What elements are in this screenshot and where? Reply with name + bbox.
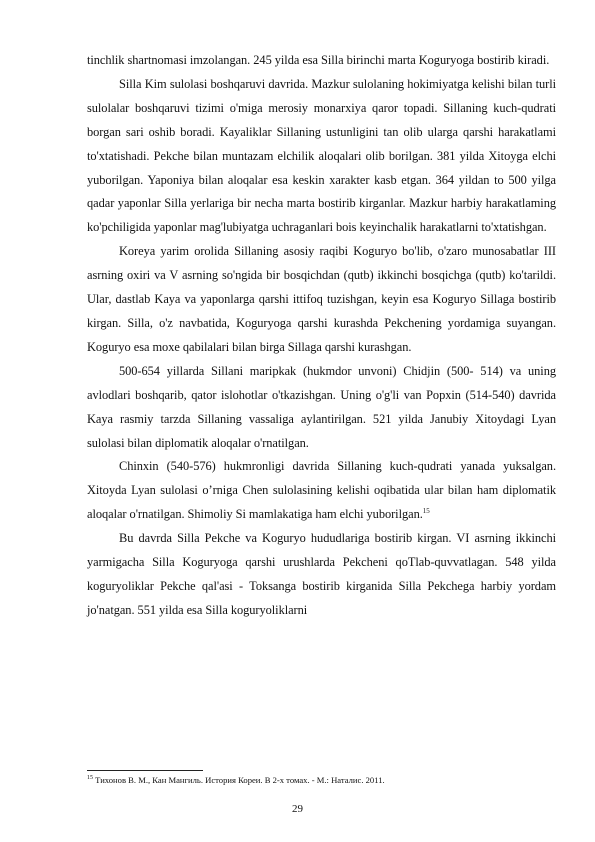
paragraph: tinchlik shartnomasi imzolangan. 245 yilda esa Silla birinchi marta Koguryoga bostirib kiradi. [87, 53, 550, 67]
paragraph-with-footnote [87, 455, 556, 527]
paragraph: Silla Kim sulolasi boshqaruvi davrida. Mazkur sulolaning hokimiyatga kelishi bilan turli sulolalar boshqaruvi tizimi o'miga merosiy monarxiya qaror topadi. Sillaning kuch-qudrati borgan sari oshib boradi. Kayaliklar Sillaning ustunligini tan olib ularga qarshi harakatlami to'xtatishadi. Pekche bilan muntazam elchilik aloqalari olib borilgan. 381 yilda Xitoyga elchi yuborilgan. Yaponiya bilan aloqalar esa keskin xarakter kasb etgan. 364 yildan to 500 yilga qadar yaponlar Silla yerlariga bir necha marta bostirib kirganlar. Mazkur harbiy harakatlaming ko'pchiligida yaponlar mag'lubiyatga uchraganlari bois keyinchalik harakatlarni to'xtatishgan. [87, 76, 556, 235]
paragraph: 500-654 yillarda Sillani maripkak (hukmdor unvoni) Chidjin (500- 514) va uning avlodlari boshqarib, qator islohotlar o'tkazishgan. Uning o'g'li van Popxin (514-540) davrida Kaya rasmiy tarzda Sillaning vassaliga aylantirilgan. 521 yilda Janubiy Xitoydagi Lyan sulolasi bilan diplomatik aloqalar o'rnatilgan. [87, 363, 556, 450]
footnote-reference[interactable]: 15 [422, 507, 430, 516]
page-number: 29 [292, 803, 303, 815]
footnote-divider [87, 770, 203, 771]
body-text [87, 49, 556, 623]
paragraph: Bu davrda Silla Pekche va Koguryo hududlariga bostirib kirgan. VI asrning ikkinchi yarmigacha Silla Koguryoga qarshi urushlarda Pekcheni qoTlab-quvvatlagan. 548 yilda koguryoliklar Pekche qal'asi - Toksanga bostirib kirganida Silla Pekchega harbiy yordam jo'natgan. 551 yilda esa Silla koguryoliklarni [87, 531, 556, 617]
paragraph: Koreya yarim orolida Sillaning asosiy raqibi Koguryo bo'lib, o'zaro munosabatlar III asrning oxiri va V asrning so'ngida bir bosqichdan (qutb) ikkinchi bosqichga (qutb) ko'tarildi. Ular, dastlab Kaya va yaponlarga qarshi ittifoq tuzishgan, keyin esa Koguryo Sillaga bostirib kirgan. Silla, o'z navbatida, Koguryoga qarshi kurashda Pekchening yordamiga suyangan. Koguryo esa moxe qabilalari bilan birga Sillaga qarshi kurashgan. [87, 244, 556, 354]
footnote-marker: 15 [87, 775, 93, 782]
footnote [87, 775, 556, 786]
footnote-text: Тихонов В. М., Кан Мангиль. История Кореи. В 2-х томах. - М.: Наталис. 2011. [95, 775, 385, 785]
paragraph-text: Chinxin (540-576) hukmronligi davrida Sillaning kuch-qudrati yanada yuksalgan. Xitoyda Lyan sulolasi o’rniga Chen sulolasining kelishi oqibatida ular bilan ham diplomatik aloqalar o'rnatilgan. Shimoliy Si mamlakatiga ham elchi yuborilgan. [87, 459, 556, 522]
